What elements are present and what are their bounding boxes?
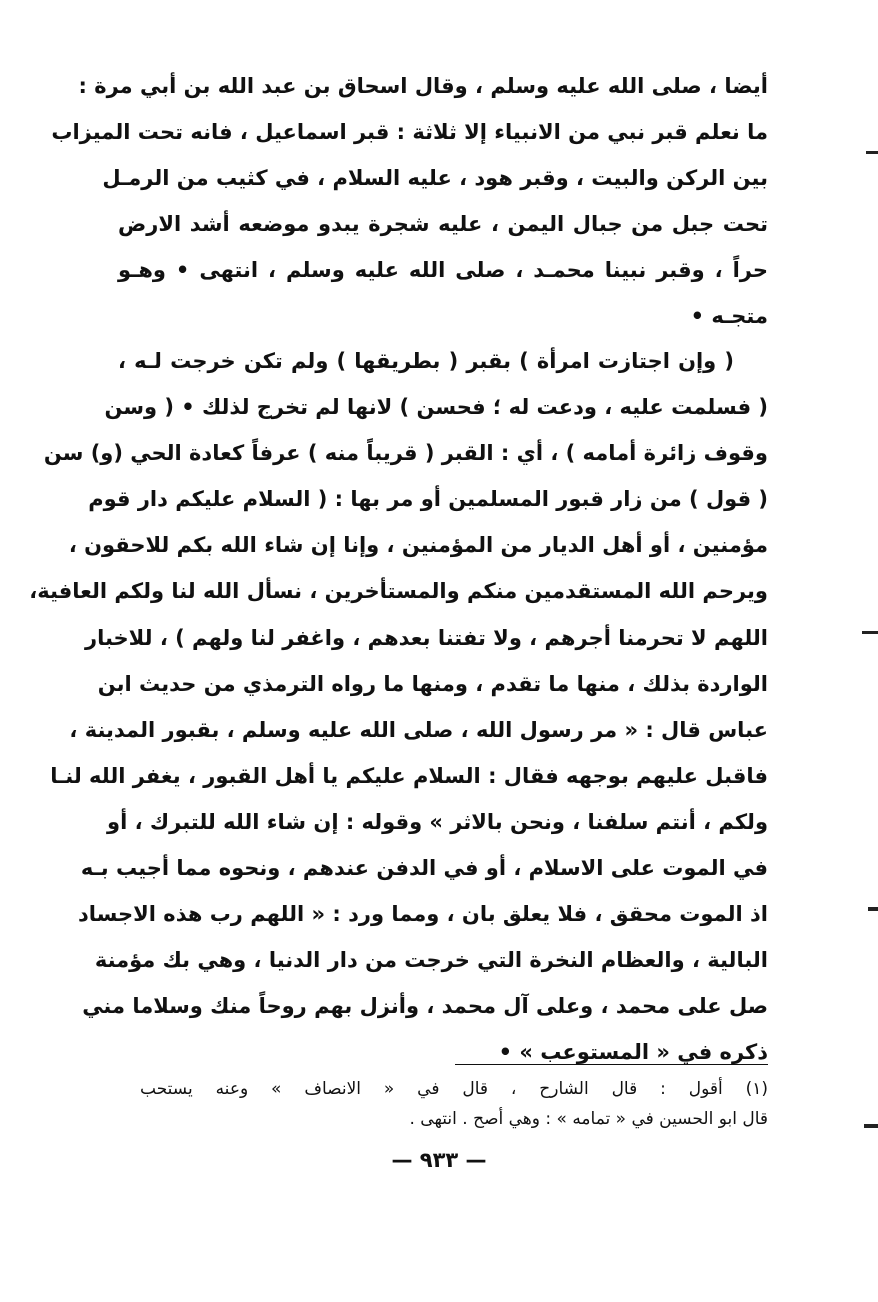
margin-mark	[862, 631, 878, 634]
text-line: تحت جبل من جبال اليمن ، عليه شجرة يبدو موضعه أشد الارض	[118, 212, 768, 237]
footnote-line: (١) أقول : قال الشارح ، قال في « الانصاف » وعنه يستحب	[140, 1079, 768, 1099]
paragraph-1	[51, 63, 768, 340]
margin-mark	[864, 1124, 878, 1128]
text-line: البالية ، والعظام النخرة التي خرجت من دار الدنيا ، وهي بك مؤمنة	[94, 948, 768, 973]
text-line: بين الركن والبيت ، وقبر هود ، عليه السلام ، في كثيب من الرمـل	[102, 166, 768, 191]
text-line: ( قول ) من زار قبور المسلمين أو مر بها : ( السلام عليكم دار قوم	[88, 487, 768, 512]
paragraph-2	[29, 338, 768, 1076]
text-line: اذ الموت محقق ، فلا يعلق بان ، ومما ورد : « اللهم رب هذه الاجساد	[77, 902, 768, 927]
text-line: عباس قال : « مر رسول الله ، صلى الله عليه وسلم ، بقبور المدينة ،	[69, 717, 768, 742]
text-line: ولكم ، أنتم سلفنا ، ونحن بالاثر » وقوله : إن شاء الله للتبرك ، أو	[107, 809, 768, 834]
text-line: فاقبل عليهم بوجهه فقال : السلام عليكم يا أهل القبور ، يغفر الله لنـا	[50, 763, 768, 788]
text-line: ما نعلم قبر نبي من الانبياء إلا ثلاثة : قبر اسماعيل ، فانه تحت الميزاب	[51, 120, 768, 145]
text-line: في الموت على الاسلام ، أو في الدفن عندهم ، ونحوه مما أجيب بـه	[80, 856, 768, 881]
text-line: الواردة بذلك ، منها ما تقدم ، ومنها ما رواه الترمذي من حديث ابن	[97, 671, 768, 696]
text-line: ( فسلمت عليه ، ودعت له ؛ فحسن ) لانها لم تخرج لذلك • ( وسن	[104, 395, 768, 420]
text-line: وقوف زائرة أمامه ) ، أي : القبر ( قريباً منه ) عرفاً كعادة الحي (و) سن	[43, 441, 768, 466]
page-number: — ٩٣٣ —	[391, 1148, 487, 1172]
text-line: اللهم لا تحرمنا أجرهم ، ولا تفتنا بعدهم ، واغفر لنا ولهم ) ، للاخبار	[85, 625, 768, 650]
text-line: مؤمنين ، أو أهل الديار من المؤمنين ، وإنا إن شاء الله بكم للاحقون ،	[68, 533, 768, 558]
margin-mark	[866, 151, 878, 154]
footnotes	[140, 1074, 768, 1134]
margin-mark	[868, 907, 878, 911]
text-line: ( وإن اجتازت امرأة ) بقبر ( بطريقها ) ولم تكن خرجت لـه ،	[118, 349, 734, 373]
text-line: متجـه •	[690, 304, 768, 329]
footnote-divider	[455, 1064, 768, 1065]
text-line: صل على محمد ، وعلى آل محمد ، وأنزل بهم روحاً منك وسلاما مني	[82, 994, 768, 1019]
text-line: ذكره في « المستوعب » •	[498, 1040, 768, 1065]
text-line: حراً ، وقبر نبينا محمـد ، صلى الله عليه وسلم ، انتهى • وهـو	[118, 258, 768, 283]
text-line: ويرحم الله المستقدمين منكم والمستأخرين ، نسأل الله لنا ولكم العافية،	[29, 579, 768, 604]
footnote-line: قال ابو الحسين في « تمامه » : وهي أصح . انتهى .	[409, 1109, 768, 1129]
text-line: أيضا ، صلى الله عليه وسلم ، وقال اسحاق بن عبد الله بن أبي مرة :	[78, 74, 768, 98]
